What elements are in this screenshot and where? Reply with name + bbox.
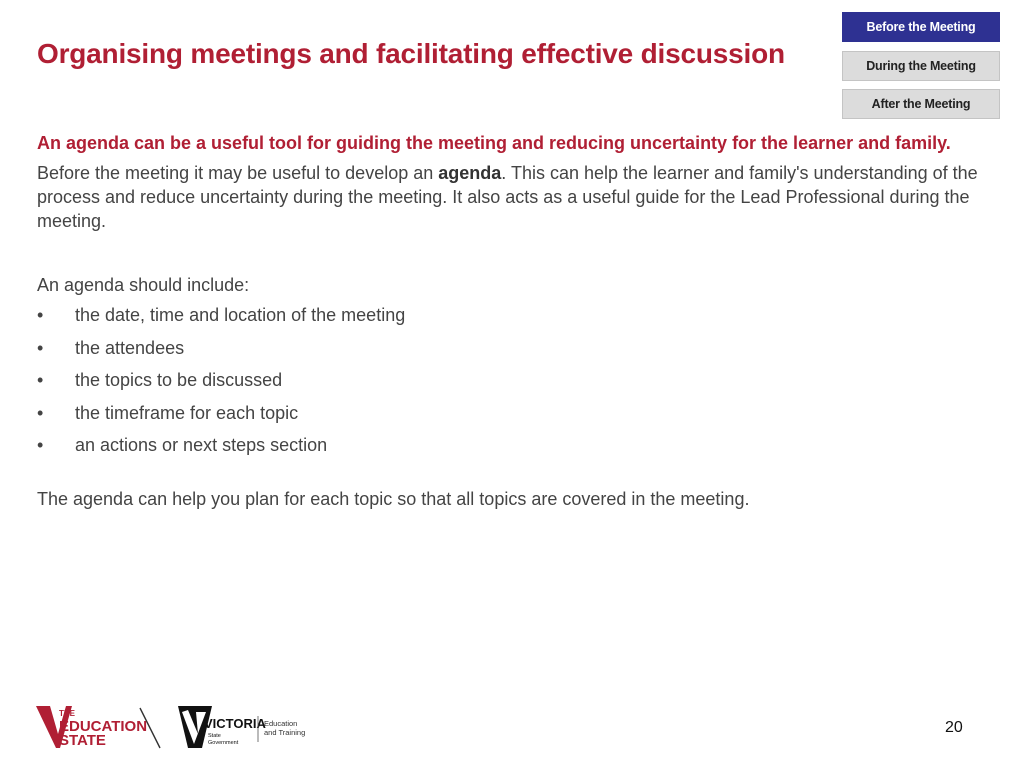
list-item-text: the date, time and location of the meeting xyxy=(75,305,406,325)
svg-text:THE: THE xyxy=(59,709,75,718)
education-state-logo xyxy=(36,706,160,749)
svg-text:STATE: STATE xyxy=(59,732,106,749)
list-item xyxy=(37,336,987,360)
bullet-icon: • xyxy=(37,435,44,455)
bullet-icon: • xyxy=(37,337,44,358)
victoria-state-government-logo xyxy=(178,706,305,748)
svg-text:VICTORIA: VICTORIA xyxy=(204,716,266,731)
list-item-text: the attendees xyxy=(75,337,185,358)
list-item xyxy=(37,303,987,327)
bullet-icon: • xyxy=(37,402,44,423)
svg-text:Government: Government xyxy=(208,740,239,746)
svg-text:Education: Education xyxy=(264,719,298,728)
main-content xyxy=(37,131,987,511)
footer-logos xyxy=(36,704,326,750)
subtitle: An agenda can be a useful tool for guiding the meeting and reducing uncertainty for the learner and family. xyxy=(37,133,951,153)
intro-paragraph xyxy=(37,161,987,233)
before-the-meeting-button[interactable]: Before the Meeting xyxy=(842,12,1000,42)
agenda-keyword: agenda xyxy=(438,163,502,183)
page-number: 20 xyxy=(945,719,963,736)
bullet-icon: • xyxy=(37,370,44,390)
list-item-text: the timeframe for each topic xyxy=(75,402,299,423)
bullet-icon: • xyxy=(37,305,44,325)
during-the-meeting-button[interactable]: During the Meeting xyxy=(842,51,1000,81)
list-item xyxy=(37,368,987,392)
list-item-text: the topics to be discussed xyxy=(75,370,283,390)
intro-text-before: Before the meeting it may be useful to develop an xyxy=(37,163,439,183)
list-item xyxy=(37,401,987,425)
svg-text:and Training: and Training xyxy=(264,728,306,737)
intro-text-after: . This can help the learner and family's understanding of the process and reduce uncertainty during the meeting. It also acts as a useful guide for the Lead Professional during the meeting. xyxy=(37,163,978,231)
closing-text: The agenda can help you plan for each topic so that all topics are covered in the meeting. xyxy=(37,489,750,509)
page-title: Organising meetings and facilitating effective discussion xyxy=(37,38,785,69)
agenda-intro: An agenda should include: xyxy=(37,275,250,295)
list-item-text: an actions or next steps section xyxy=(75,435,328,455)
list-item xyxy=(37,433,987,457)
after-the-meeting-button[interactable]: After the Meeting xyxy=(842,89,1000,119)
agenda-list xyxy=(37,303,987,457)
svg-text:EDUCATION: EDUCATION xyxy=(59,718,148,735)
svg-text:State: State xyxy=(208,733,221,739)
